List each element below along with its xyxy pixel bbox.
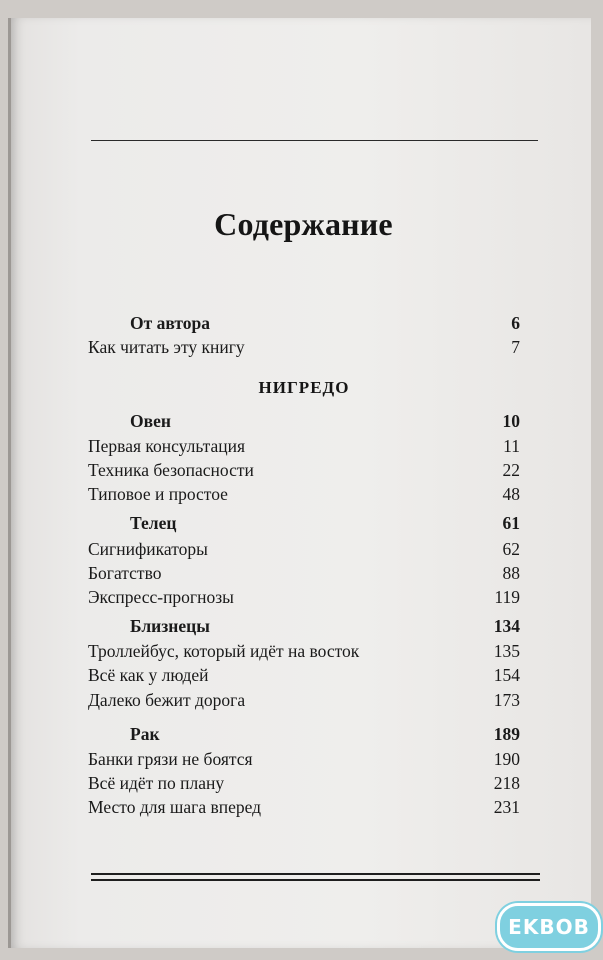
page-title: Содержание <box>214 206 393 242</box>
toc-entry-page: 173 <box>493 690 520 710</box>
toc-entry <box>88 484 520 506</box>
toc-entry <box>88 641 520 663</box>
toc-chapter-label: Овен <box>130 411 171 431</box>
toc-entry-label: Техника безопасности <box>88 460 254 480</box>
toc-entry-label: Типовое и простое <box>88 484 228 504</box>
toc-entry-page: 135 <box>493 641 520 661</box>
toc-entry-label: Как читать эту книгу <box>88 337 245 357</box>
toc-entry <box>88 460 520 482</box>
toc-chapter-page: 134 <box>493 616 520 636</box>
toc-entry-page: 62 <box>502 539 520 559</box>
toc-entry-page: 22 <box>502 460 520 480</box>
toc-chapter-aries <box>88 411 520 433</box>
toc-entry-label: Троллейбус, который идёт на восток <box>88 641 360 661</box>
toc-entry-label: Экспресс-прогнозы <box>88 587 234 607</box>
toc-entry-label: Место для шага вперед <box>88 797 262 817</box>
toc-entry-how-to-read <box>88 337 520 359</box>
toc-entry <box>88 749 520 771</box>
toc-chapter-taurus <box>88 513 520 535</box>
toc-entry <box>88 797 520 819</box>
toc-entry <box>88 665 520 687</box>
toc-entry-label: Сигнификаторы <box>88 539 208 559</box>
toc-chapter-label: Рак <box>130 724 160 744</box>
toc-entry-page: 190 <box>493 749 520 769</box>
toc-entry-page: 154 <box>493 665 520 685</box>
bottom-double-rule <box>91 873 540 881</box>
toc-entry-page: 6 <box>511 313 520 333</box>
toc-entry-page: 119 <box>494 587 520 607</box>
toc-entry-page: 88 <box>502 563 520 583</box>
toc-chapter-cancer <box>88 724 520 746</box>
toc-entry <box>88 436 520 458</box>
toc-entry-label: Всё как у людей <box>88 665 209 685</box>
toc-entry <box>88 773 520 795</box>
toc-entry <box>88 563 520 585</box>
toc-entry-label: От автора <box>130 313 210 333</box>
toc-entry <box>88 690 520 712</box>
watermark-logo <box>497 903 601 951</box>
toc-entry-label: Далеко бежит дорога <box>88 690 246 710</box>
toc-entry-label: Первая консультация <box>88 436 246 456</box>
toc-entry-label: Всё идёт по плану <box>88 773 225 793</box>
toc-entry-label: Богатство <box>88 563 162 583</box>
toc-entry-page: 7 <box>511 337 520 357</box>
toc-entry-page: 11 <box>503 436 520 456</box>
toc-chapter-gemini <box>88 616 520 638</box>
toc-chapter-label: Телец <box>130 513 177 533</box>
toc-entry-from-author <box>88 313 520 335</box>
toc-entry-label: Банки грязи не боятся <box>88 749 253 769</box>
toc-entry-page: 48 <box>502 484 520 504</box>
toc-entry <box>88 587 520 609</box>
toc-chapter-page: 61 <box>502 513 520 533</box>
top-rule <box>91 140 538 141</box>
watermark-text: EKBOB <box>508 915 590 939</box>
toc-entry-page: 231 <box>493 797 520 817</box>
part-title: НИГРЕДО <box>258 378 350 397</box>
toc-entry-page: 218 <box>493 773 520 793</box>
toc-chapter-page: 10 <box>502 411 520 431</box>
toc-chapter-page: 189 <box>493 724 520 744</box>
toc-chapter-label: Близнецы <box>130 616 210 636</box>
toc-entry <box>88 539 520 561</box>
